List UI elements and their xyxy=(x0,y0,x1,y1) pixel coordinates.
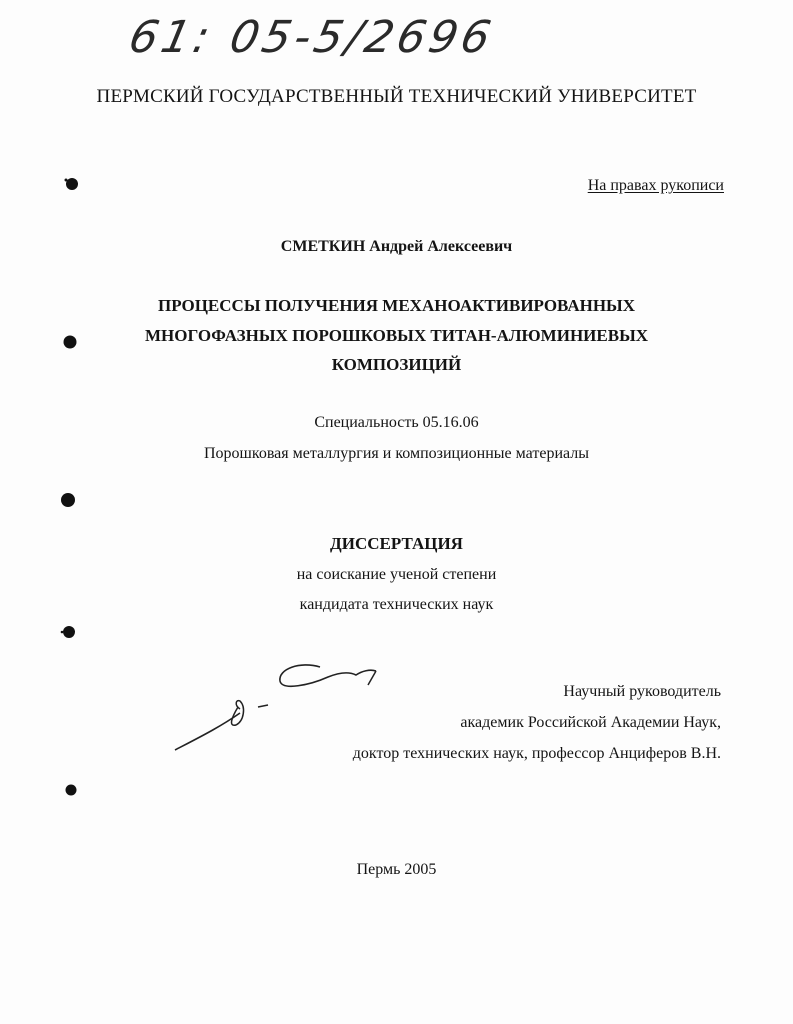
binding-hole-mark xyxy=(56,488,80,512)
city-year: Пермь 2005 xyxy=(356,861,437,878)
specialty-code: Специальность 05.16.06 xyxy=(314,414,479,431)
title-line-3: КОМПОЗИЦИЙ xyxy=(331,355,462,374)
specialty-name: Порошковая металлургия и композиционные материалы xyxy=(204,445,589,462)
handwritten-catalog-number: 61: 05-5/2696 xyxy=(124,12,499,63)
binding-hole-mark xyxy=(58,330,82,354)
rights-note: На правах рукописи xyxy=(587,177,724,194)
university-name: ПЕРМСКИЙ ГОСУДАРСТВЕННЫЙ ТЕХНИЧЕСКИЙ УНИВЕРСИТЕТ xyxy=(96,86,697,107)
author-name: СМЕТКИН Андрей Алексеевич xyxy=(280,238,513,255)
binding-hole-mark xyxy=(59,778,83,802)
dissertation-heading: ДИССЕРТАЦИЯ xyxy=(330,534,463,553)
binding-hole-mark xyxy=(60,172,84,196)
supervisor-title: академик Российской Академии Наук, xyxy=(460,714,721,731)
supervisor-name: доктор технических наук, профессор Анциферов В.Н. xyxy=(352,745,721,762)
degree-line-2: кандидата технических наук xyxy=(299,596,494,613)
title-line-2: МНОГОФАЗНЫХ ПОРОШКОВЫХ ТИТАН-АЛЮМИНИЕВЫХ xyxy=(144,326,649,345)
binding-hole-mark xyxy=(57,620,81,644)
supervisor-label: Научный руководитель xyxy=(563,683,721,700)
degree-line-1: на соискание ученой степени xyxy=(296,566,497,583)
title-line-1: ПРОЦЕССЫ ПОЛУЧЕНИЯ МЕХАНОАКТИВИРОВАННЫХ xyxy=(157,296,636,315)
